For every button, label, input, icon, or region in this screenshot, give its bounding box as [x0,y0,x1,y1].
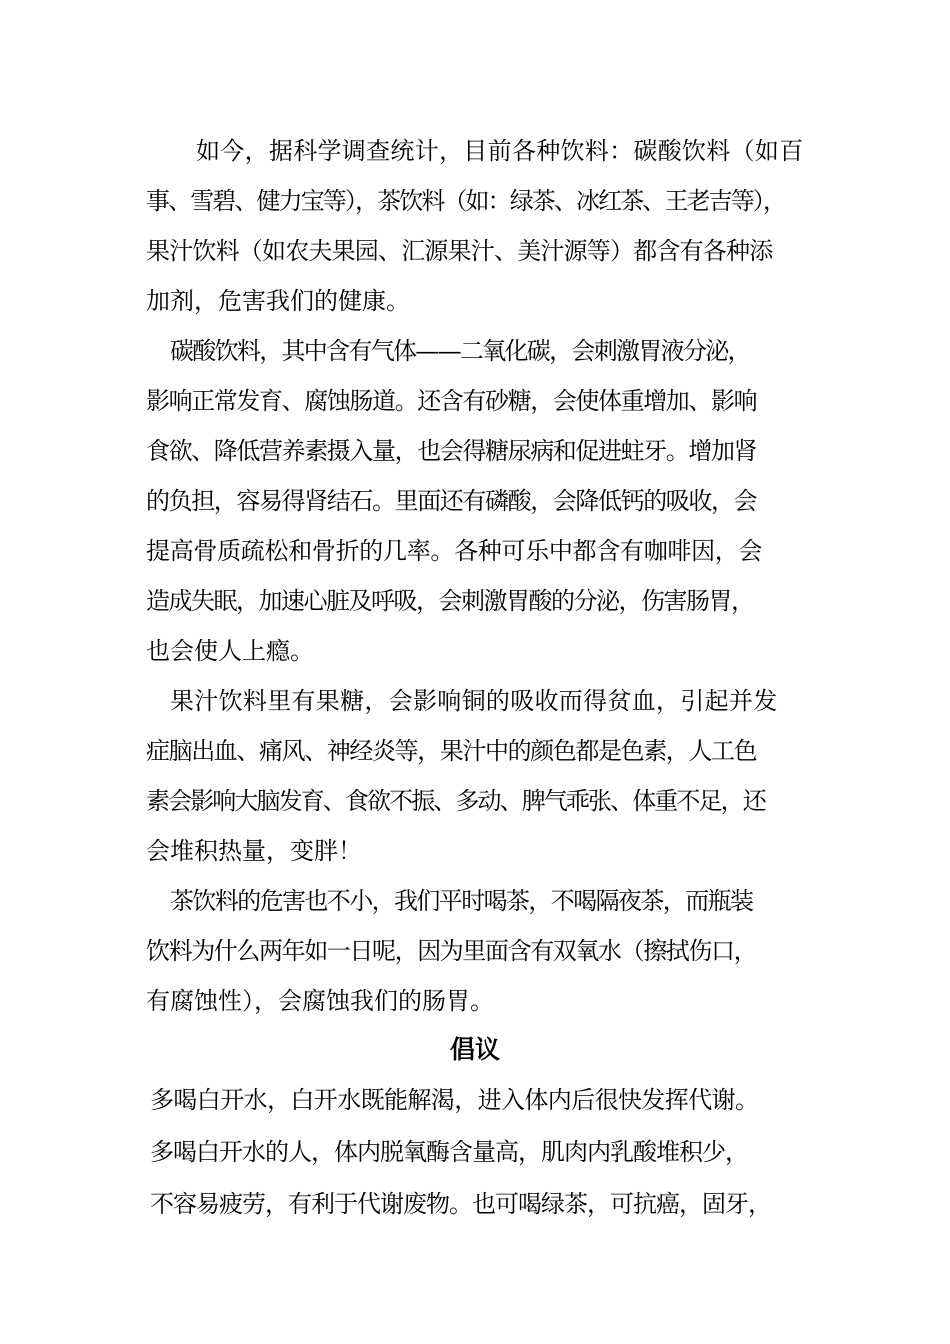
text-line: 提高骨质疏松和骨折的几率。各种可乐中都含有咖啡因，会 [146,537,763,565]
text-line: 果汁饮料里有果糖，会影响铜的吸收而得贫血，引起并发 [170,687,778,715]
text-line: 饮料为什么两年如一日呢，因为里面含有双氧水（擦拭伤口， [146,937,757,965]
text-line: 也会使人上瘾。 [146,637,314,665]
text-line: 有腐蚀性），会腐蚀我们的肠胃。 [146,987,494,1015]
text-line: 加剂，危害我们的健康。 [146,287,410,315]
text-line: 多喝白开水的人，体内脱氧酶含量高，肌肉内乳酸堆积少， [150,1138,748,1166]
text-line: 造成失眠，加速心脏及呼吸，会刺激胃酸的分泌，伤害肠胃， [146,587,754,615]
text-line: 如今，据科学调查统计，目前各种饮料：碳酸饮料（如百 [196,137,804,165]
text-line: 的负担，容易得肾结石。里面还有磷酸，会降低钙的吸收，会 [146,487,757,515]
text-line: 果汁饮料（如农夫果园、汇源果汁、美汁源等）都含有各种添 [146,237,773,265]
section-heading: 倡议 [449,1035,500,1064]
text-line: 影响正常发育、腐蚀肠道。还含有砂糖，会使体重增加、影响 [146,387,757,415]
text-line: 不容易疲劳，有利于代谢废物。也可喝绿茶，可抗癌，固牙， [150,1190,771,1218]
text-line: 食欲、降低营养素摄入量，也会得糖尿病和促进蛀牙。增加肾 [146,437,757,465]
text-line: 事、雪碧、健力宝等），茶饮料（如：绿茶、冰红茶、王老吉等）， [146,187,785,215]
text-line: 碳酸饮料，其中含有气体——二氧化碳，会刺激胃液分泌， [170,337,750,365]
text-line: 素会影响大脑发育、食欲不振、多动、脾气乖张、体重不足，还 [146,787,765,815]
text-line: 症脑出血、痛风、神经炎等，果汁中的颜色都是色素，人工色 [146,737,757,765]
text-line: 茶饮料的危害也不小，我们平时喝茶，不喝隔夜茶，而瓶装 [170,887,753,915]
text-line: 会堆积热量，变胖！ [146,837,362,865]
text-line: 多喝白开水，白开水既能解渴，进入体内后很快发挥代谢。 [150,1086,759,1114]
